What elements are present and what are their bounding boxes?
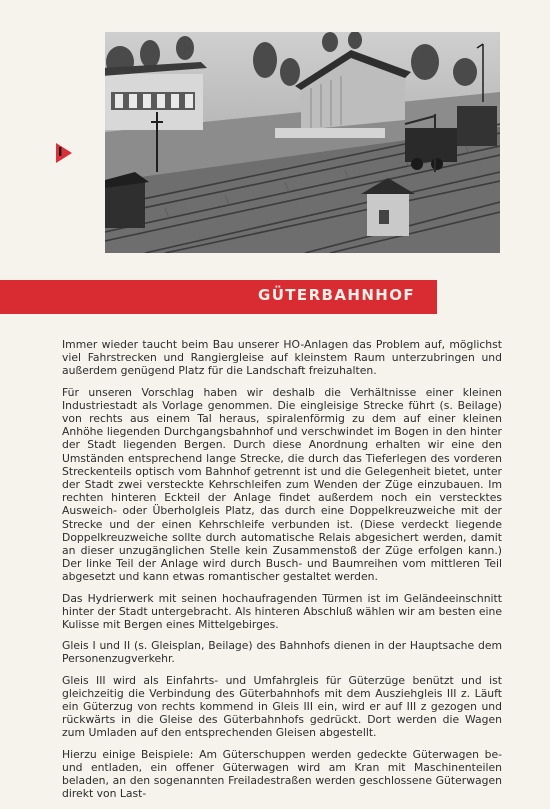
paragraph: Gleis I und II (s. Gleisplan, Beilage) des Bahnhofs dienen in der Hauptsache dem Personenzugverkehr. [62, 639, 502, 666]
paragraph: Gleis III wird als Einfahrts- und Umfahrgleis für Güterzüge benützt und ist gleichzeitig die Verbindung des Güterbahnhofs mit dem Ausziehgleis III z. Läuft ein Güterzug von rechts kommend in Gleis III ein, wird er auf III z gezogen und rückwärts in die Gleise des Güterbahnhofs gedrückt. Dort werden die Wagen zum Umladen auf den entsprechenden Gleisen abgestellt. [62, 673, 502, 740]
photo-marker-number: I [58, 145, 63, 159]
model-railway-photo [105, 32, 500, 253]
railway-scene-illustration [105, 32, 500, 253]
article-body [62, 338, 502, 809]
paragraph: Immer wieder taucht beim Bau unserer HO-Anlagen das Problem auf, möglichst viel Fahrstrecken und Rangiergleise auf kleinstem Raum unterzubringen und außerdem genügend Platz für die Landschaft freizuhalten. [62, 338, 502, 378]
section-heading-banner [0, 280, 437, 314]
paragraph: Das Hydrierwerk mit seinen hochaufragenden Türmen ist im Geländeeinschnitt hinter der Stadt untergebracht. Als hinteren Abschluß wählen wir am besten eine Kulisse mit Bergen eines Mittelgebirges. [62, 591, 502, 632]
paragraph: Hierzu einige Beispiele: Am Güterschuppen werden gedeckte Güterwagen be- und entladen, ein offener Güterwagen wird am Kran mit Maschinenteilen beladen, an den sogenannten Freiladestraßen werden geschlossene Güterwagen direkt von Last- [62, 747, 502, 801]
section-heading: GÜTERBAHNHOF [258, 286, 416, 304]
paragraph: Für unseren Vorschlag haben wir deshalb die Verhältnisse einer kleinen Industriestadt als Vorlage genommen. Die eingleisige Strecke führt (s. Beilage) von rechts aus einem Tal heraus, spiralenförmig zu dem auf einer kleinen Anhöhe liegenden Durchgangsbahnhof und verschwindet im Bogen in den hinter der Stadt liegenden Bergen. Durch diese Anordnung erhalten wir eine den Umständen entsprechend lange Strecke, die durch das Tieferlegen des vorderen Streckenteils optisch vom Bahnhof getrennt ist und die Gelegenheit bietet, unter der Stadt zwei versteckte Kehrschleifen zum Wenden der Züge einzubauen. Im rechten hinteren Eckteil der Anlage findet außerdem noch ein verstecktes Ausweich- oder Überholgleis Platz, das durch eine Doppelkreuzweiche mit der Strecke und der einen Kehrschleife verbunden ist. (Diese verdeckt liegende Doppelkreuzweiche sollte durch automatische Relais abgesichert werden, damit an dieser unzugänglichen Stelle kein Zusammenstoß der Züge erfolgen kann.) Der linke Teil der Anlage wird durch Busch- und Baumreihen vom mittleren Teil abgesetzt und kann etwas romantischer gestaltet werden. [62, 385, 502, 584]
